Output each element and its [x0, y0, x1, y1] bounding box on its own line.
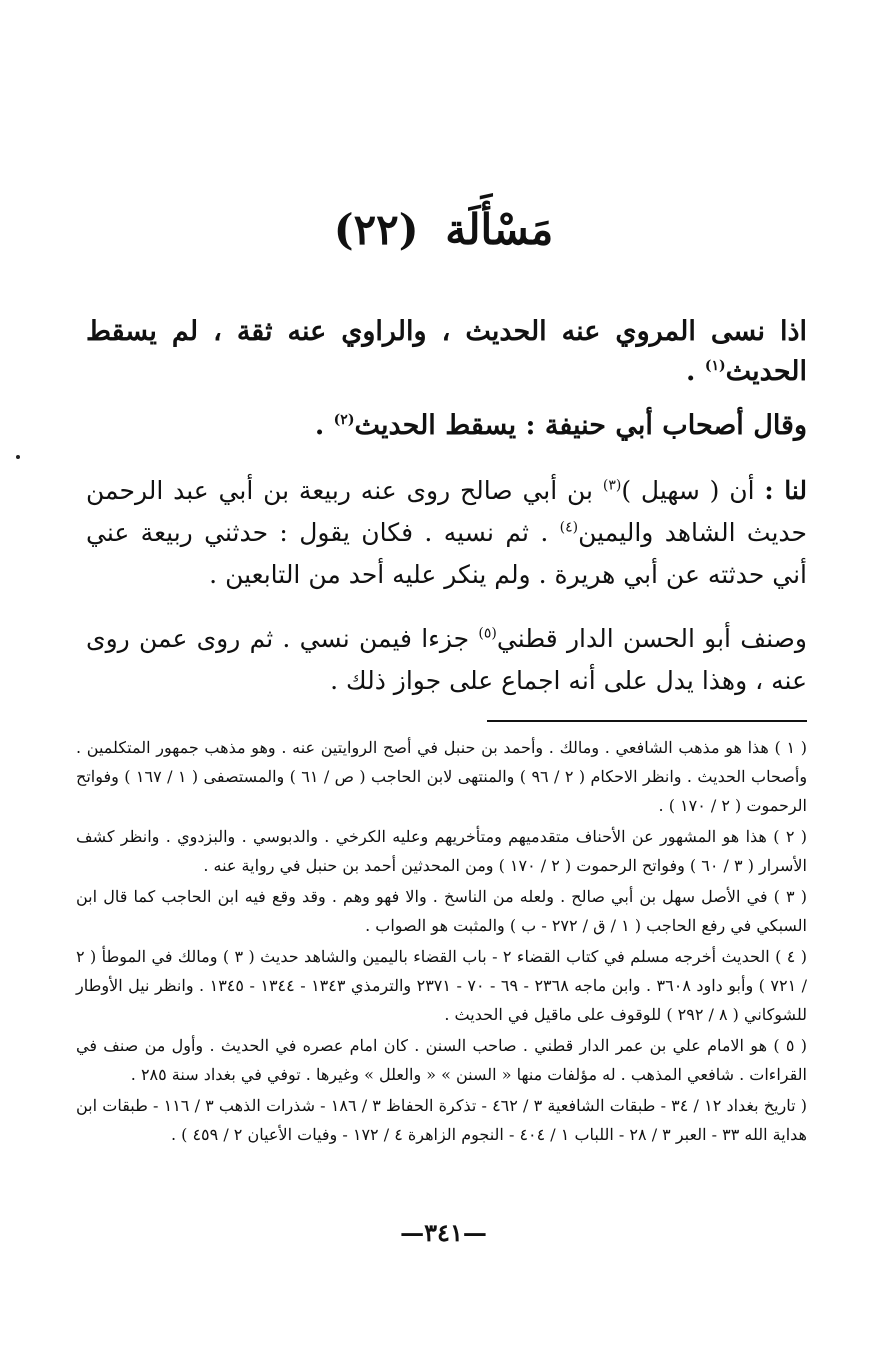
argument-text-b: بن أبي صالح روى عنه ربيعة بن أبي عبد الرحمن حديث الشاهد واليمين — [86, 476, 807, 547]
daraqutni-text-b: جزءا فيمن نسي . ثم روى عمن روى عنه ، وهذا يدل على أنه اجماع على جواز ذلك . — [86, 624, 807, 695]
thesis-end: . — [686, 356, 705, 387]
footnote: ( تاريخ بغداد ١٢ / ٣٤ - طبقات الشافعية ٣ / ٤٦٢ - تذكرة الحفاظ ٣ / ١٨٦ - شذرات الذهب ٣ / ١١٦ - طبقات ابن هداية الله ٣٣ - العبر ٣ / ٢٨ - اللباب ١ / ٤٠٤ - النجوم الزاهرة ٤ / ١٧٢ - وفيات الأعيان ٢ / ٤٥٩ ) . — [76, 1096, 808, 1144]
footnotes — [76, 733, 807, 1151]
footnote: ( ٢ ) هذا هو المشهور عن الأحناف متقدميهم ومتأخريهم وعليه الكرخي . والدبوسي . والبزدوي . وانظر كشف الأسرار ( ٣ / ٦٠ ) وفواتح الرحموت ( ٢ / ١٧٠ ) ومن المحدثين أحمد بن حنبل في رواية عنه . — [76, 827, 808, 875]
footnote-ref-3: (٣) — [602, 477, 622, 494]
paragraph-thesis — [86, 312, 807, 392]
footnote-ref-2: (٢) — [333, 412, 355, 428]
footnote-ref-5: (٥) — [478, 625, 497, 642]
heading-number: (٢٢) — [333, 205, 419, 254]
heading-word: مَسْأَلَة — [445, 205, 554, 254]
paragraph-hanafi — [86, 405, 807, 447]
footnote: ( ٣ ) في الأصل سهل بن أبي صالح . ولعله من الناسخ . والا فهو وهم . وقد وقع فيه ابن الحاجب كما قال ابن السبكي في رفع الحاجب ( ١ / ق / ٢٧٢ - ب ) والمثبت هو الصواب . — [76, 887, 808, 935]
page-number: —٣٤١— — [400, 1218, 487, 1247]
footnote: ( ٥ ) هو الامام علي بن عمر الدار قطني . صاحب السنن . كان امام عصره في الحديث . وأول من صنف في القراءات . شافعي المذهب . له مؤلفات منها « السنن » « والعلل » وغيرها . توفي في بغداد سنة ٢٨٥ . — [76, 1036, 807, 1084]
footnote-ref-1: (١) — [704, 358, 726, 374]
daraqutni-text-a: وصنف أبو الحسن الدار قطني — [496, 624, 807, 653]
issue-heading — [0, 205, 887, 254]
argument-text-c: . ثم نسيه . فكان يقول : حدثني ربيعة عني أني حدثته عن أبي هريرة . ولم ينكر عليه أحد من التابعين . — [86, 518, 807, 589]
footnote-ref-4: (٤) — [559, 519, 579, 536]
hanafi-text: وقال أصحاب أبي حنيفة : يسقط الحديث — [354, 410, 807, 441]
argument-text-a: أن ( سهيل ) — [621, 476, 765, 505]
argument-lead: لنا : — [764, 476, 807, 505]
footnote: ( ٤ ) الحديث أخرجه مسلم في كتاب القضاء ٢ - باب القضاء باليمين والشاهد حديث ( ٣ ) ومالك في الموطأ ( ٢ / ٧٢١ ) وأبو داود ٣٦٠٨ . وابن ماجه ٢٣٦٨ - ٦٩ - ٧٠ - ٢٣٧١ والترمذي ١٣٤٣ - ١٣٤٤ - ١٣٤٥ . وانظر نيل الأوطار للشوكاني ( ٨ / ٢٩٢ ) للوقوف على ماقيل في الحديث . — [76, 947, 808, 1024]
paragraph-argument — [86, 470, 807, 596]
scan-speck — [16, 455, 20, 459]
thesis-text: اذا نسى المروي عنه الحديث ، والراوي عنه ثقة ، لم يسقط الحديث — [86, 316, 807, 387]
hanafi-end: . — [314, 410, 334, 441]
paragraph-daraqutni — [86, 618, 807, 702]
footnote-divider — [487, 720, 807, 722]
footnote: ( ١ ) هذا هو مذهب الشافعي . ومالك . وأحمد بن حنبل في أصح الروايتين عنه . وهو مذهب جمهور المتكلمين . وأصحاب الحديث . وانظر الاحكام ( ٢ / ٩٦ ) والمنتهى لابن الحاجب ( ص / ٦١ ) والمستصفى ( ١ / ١٦٧ ) وفواتح الرحموت ( ٢ / ١٧٠ ) . — [76, 738, 808, 815]
